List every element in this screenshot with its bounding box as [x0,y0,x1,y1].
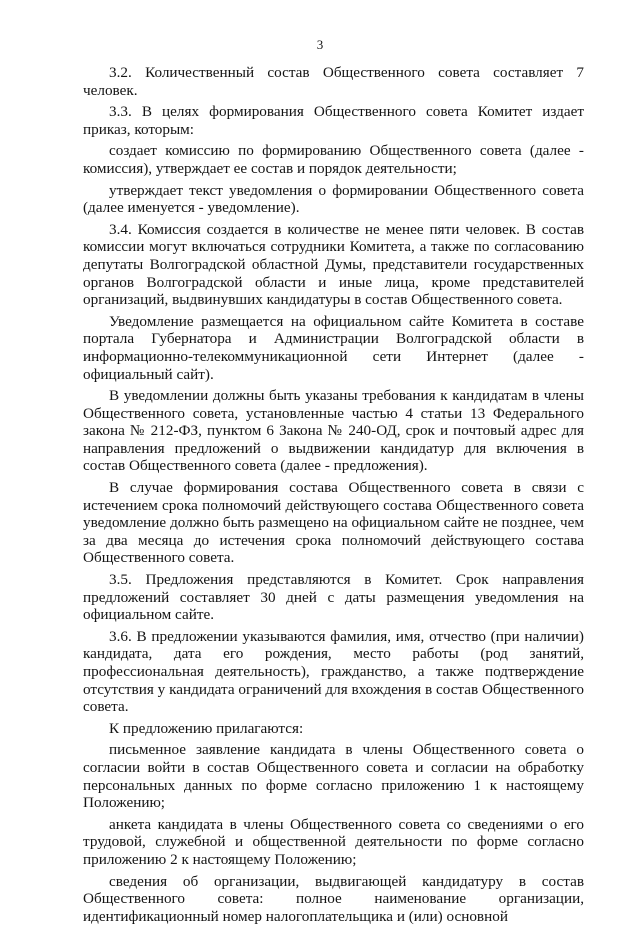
paragraph-term-expiry: В случае формирования состава Общественного совета в связи с истечением срока полномочий действующего состава Общественного совета уведомление должно быть размещено на официальном сайте не позднее, чем за два месяца до истечения срока полномочий действующего состава Общественного совета. [83,479,584,567]
paragraph-notice-requirements: В уведомлении должны быть указаны требования к кандидатам в члены Общественного совета, установленные частью 4 статьи 13 Федерального закона № 212-ФЗ, пунктом 6 Закона № 240-ОД, срок и почтовый адрес для направления предложений о выдвижении кандидатур для включения в состав Общественного совета (далее - предложения). [83,387,584,475]
paragraph-attachment-organization: сведения об организации, выдвигающей кандидатуру в состав Общественного совета: полное наименование организации, идентификационный номер налогоплательщика и (или) основной [83,872,584,925]
paragraph-3-5: 3.5. Предложения представляются в Комитет. Срок направления предложений составляет 30 дней с даты размещения уведомления на официальном сайте. [83,571,584,624]
paragraph-attachment-questionnaire: анкета кандидата в члены Общественного совета со сведениями о его трудовой, служебной и общественной деятельности по форме согласно приложению 2 к настоящему Положению; [83,815,584,868]
paragraph-notice-approval: утверждает текст уведомления о формировании Общественного совета (далее именуется - уведомление). [83,181,584,217]
document-body [83,64,584,929]
paragraph-notice-placement: Уведомление размещается на официальном сайте Комитета в составе портала Губернатора и Администрации Волгоградской области в информационно-телекоммуникационной сети Интернет (далее - официальный сайт). [83,312,584,383]
paragraph-3-4: 3.4. Комиссия создается в количестве не менее пяти человек. В состав комиссии могут включаться сотрудники Комитета, а также по согласованию депутаты Волгоградской областной Думы, представители государственных органов Волгоградской области и иные лица, кроме представителей организаций, выдвинувших кандидатуры в состав Общественного совета. [83,220,584,309]
paragraph-3-2: 3.2. Количественный состав Общественного совета составляет 7 человек. [83,64,584,99]
page-number: 3 [316,37,324,52]
paragraph-attachments-intro: К предложению прилагаются: [109,719,304,737]
paragraph-3-3: 3.3. В целях формирования Общественного совета Комитет издает приказ, которым: [83,103,584,138]
paragraph-commission-creation: создает комиссию по формированию Общественного совета (далее - комиссия), утверждает ее состав и порядок деятельности; [83,142,584,177]
paragraph-3-6: 3.6. В предложении указываются фамилия, имя, отчество (при наличии) кандидата, дата его рождения, место работы (род занятий, профессиональная деятельность), гражданство, а также подтверждение отсутствия у кандидата ограничений для вхождения в состав Общественного совета. [83,627,584,716]
paragraph-attachment-application: письменное заявление кандидата в члены Общественного совета о согласии войти в состав Общественного совета и согласии на обработку персональных данных по форме согласно приложению 1 к настоящему Положению; [83,741,584,812]
